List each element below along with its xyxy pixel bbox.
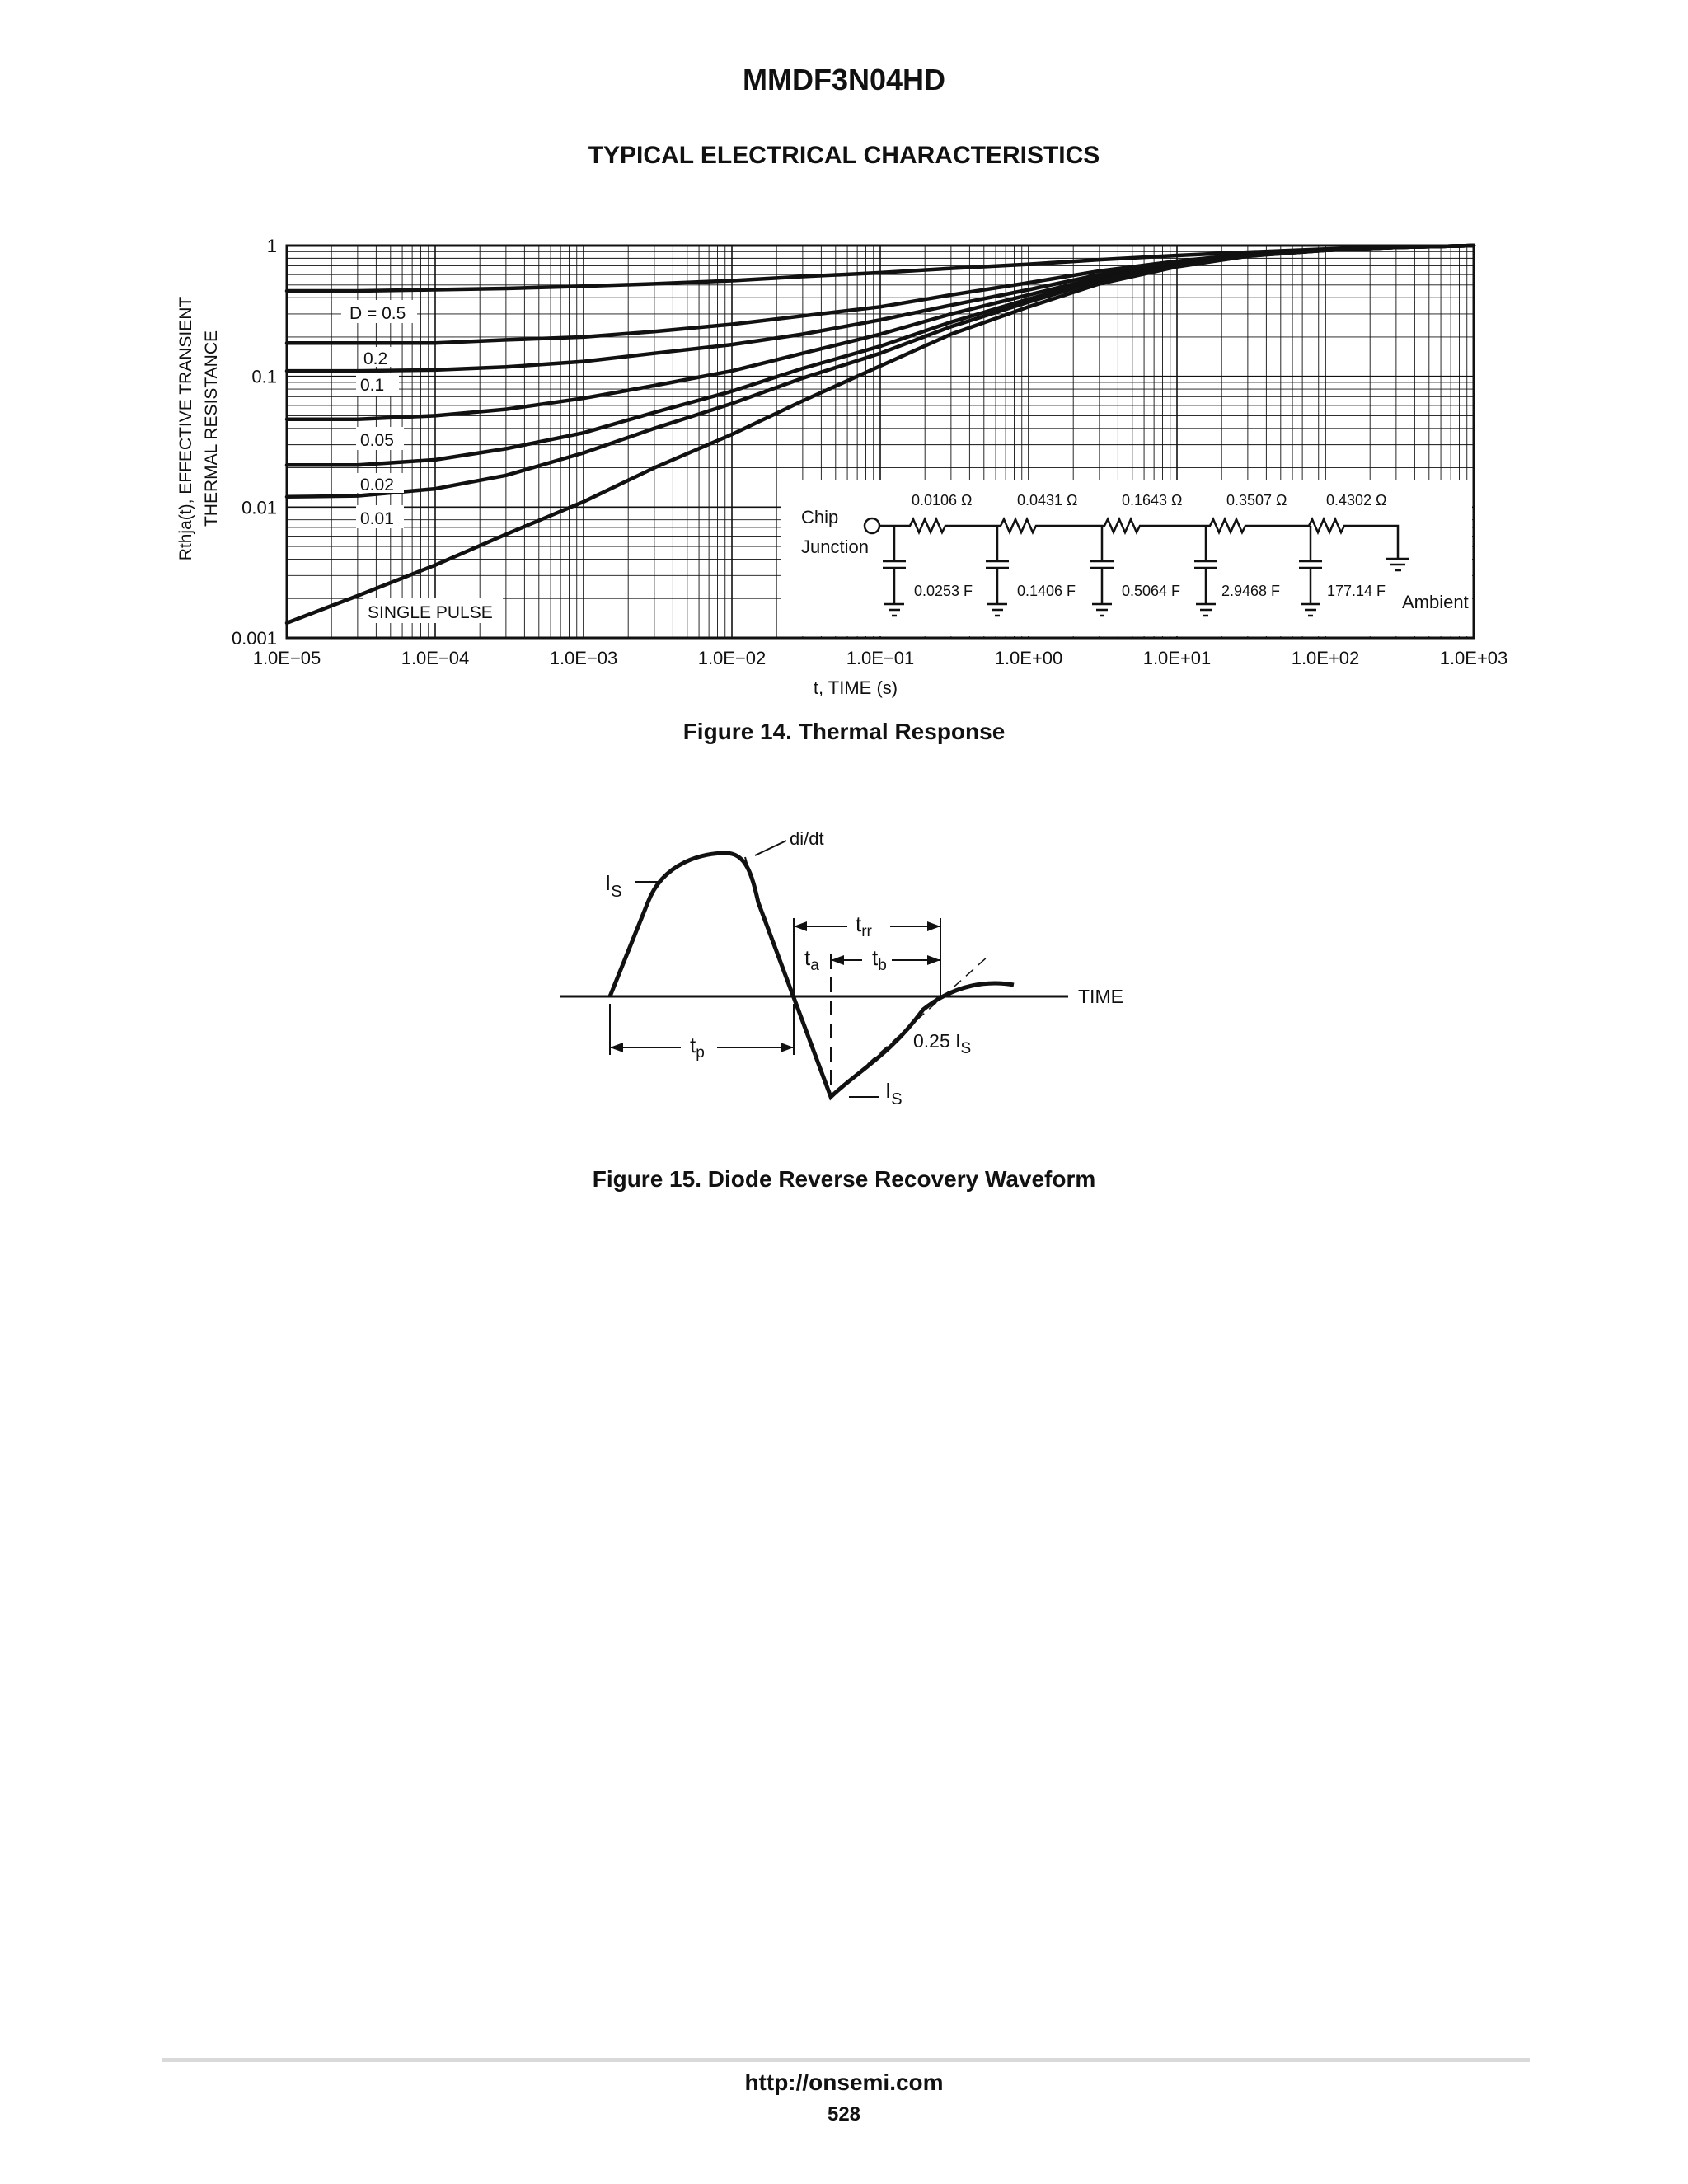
capacitor-label-2: 0.1406 F [1017,583,1076,599]
quarter-is-label: 0.25 $I_S$ [913,1030,972,1057]
y-tick-label: 0.1 [251,366,277,387]
thermal-response-chart [0,0,1688,717]
figure-14-caption: Figure 14. Thermal Response [682,719,1006,744]
x-tick-label: 1.0E−03 [549,648,618,668]
x-tick-label: 1.0E+03 [1439,648,1508,668]
series-label-d005: 0.05 [360,431,394,450]
chip-label: Chip [801,507,839,527]
dimension-arrows [610,921,940,1052]
x-tick-labels [253,648,1508,668]
x-tick-label: 1.0E−02 [697,648,767,668]
resistor-label-2: 0.0431 Ω [1017,492,1078,509]
x-tick-label: 1.0E+00 [994,648,1063,668]
didt-leader [755,841,786,855]
capacitor-label-5: 177.14 F [1327,583,1386,599]
series-label-d002: 0.02 [360,476,394,494]
y-tick-labels [232,236,277,649]
series-label-d01: 0.1 [360,376,385,395]
y-axis-label-line1: Rthja(t), EFFECTIVE TRANSIENT [176,296,195,561]
capacitor-label-3: 0.5064 F [1122,583,1181,599]
capacitor-label-4: 2.9468 F [1221,583,1281,599]
didt-slope-marker [745,857,757,898]
x-axis-label: t, TIME (s) [813,677,898,698]
x-tick-label: 1.0E+01 [1142,648,1212,668]
x-tick-label: 1.0E+02 [1291,648,1360,668]
trr-label: $t_{rr}$ [856,912,872,940]
time-axis-label: TIME [1078,986,1123,1007]
y-tick-label: 1 [266,236,277,256]
junction-label: Junction [801,537,869,557]
y-tick-label: 0.01 [241,497,277,518]
x-tick-label: 1.0E−01 [846,648,915,668]
y-axis-label-line2: THERMAL RESISTANCE [202,330,221,527]
y-tick-label: 0.001 [231,628,277,649]
series-label-single-pulse: SINGLE PULSE [368,603,493,622]
resistor-label-3: 0.1643 Ω [1122,492,1183,509]
ambient-label: Ambient [1402,592,1469,612]
capacitor-label-1: 0.0253 F [914,583,973,599]
series-label-d001: 0.01 [360,509,394,528]
resistor-label-4: 0.3507 Ω [1226,492,1287,509]
series-label-d05: D = 0.5 [349,304,406,323]
is-bottom-label: $I_S$ [885,1078,903,1108]
diode-reverse-recovery-diagram [0,808,1688,1121]
x-tick-label: 1.0E−05 [252,648,321,668]
x-tick-label: 1.0E−04 [401,648,470,668]
resistor-label-5: 0.4302 Ω [1326,492,1387,509]
page-number: 528 [827,2103,861,2125]
didt-label: di/dt [790,828,824,849]
tb-label: $t_b$ [872,945,887,974]
part-number-title: MMDF3N04HD [742,63,946,96]
is-top-label: $I_S$ [605,870,622,901]
recovery-waveform [610,853,1014,1097]
footer-divider [162,2058,1530,2062]
figure-15-caption: Figure 15. Diode Reverse Recovery Waveform [592,1166,1096,1192]
resistor-label-1: 0.0106 Ω [912,492,973,509]
tp-label: $t_p$ [690,1033,705,1062]
ta-label: $t_a$ [804,945,819,974]
series-label-d02: 0.2 [363,349,388,368]
section-title: TYPICAL ELECTRICAL CHARACTERISTICS [588,142,1100,169]
footer-url[interactable]: http://onsemi.com [744,2069,944,2095]
